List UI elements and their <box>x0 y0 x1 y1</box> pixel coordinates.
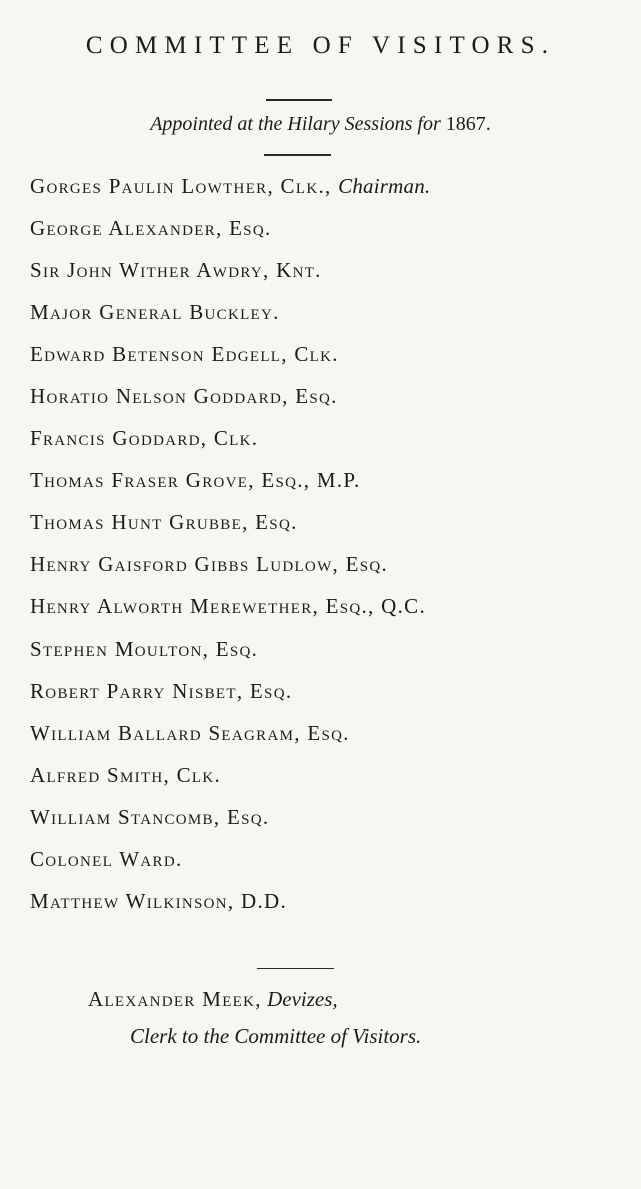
list-item <box>30 592 430 634</box>
clerk-name: Alexander Meek, <box>88 987 262 1011</box>
rule-under-appointment <box>264 154 331 156</box>
member-name: Gorges Paulin Lowther, Clk., <box>30 174 332 198</box>
member-name: George Alexander, Esq. <box>30 216 272 241</box>
list-item <box>30 719 430 761</box>
rule-under-title <box>266 99 332 101</box>
list-item <box>30 508 430 550</box>
list-item <box>30 340 430 382</box>
appointment-text: Appointed at the Hilary Sessions for <box>150 113 441 135</box>
member-name: William Stancomb, Esq. <box>30 804 270 829</box>
member-name: Colonel Ward. <box>30 846 183 871</box>
member-name: William Ballard Seagram, Esq. <box>30 720 350 745</box>
member-name: Sir John Wither Awdry, Knt. <box>30 258 322 283</box>
clerk-signature <box>88 985 338 1013</box>
visitor-list <box>30 172 430 929</box>
list-item <box>30 298 430 340</box>
member-name: Thomas Fraser Grove, Esq., M.P. <box>30 468 361 493</box>
clerk-title: Clerk to the Committee of Visitors. <box>130 1024 422 1048</box>
member-name: Henry Gaisford Gibbs Ludlow, Esq. <box>30 552 389 577</box>
member-name: Stephen Moulton, Esq. <box>30 636 259 661</box>
member-name: Robert Parry Nisbet, Esq. <box>30 678 293 703</box>
member-name: Thomas Hunt Grubbe, Esq. <box>30 510 298 535</box>
clerk-place: Devizes, <box>267 987 338 1011</box>
list-item <box>30 172 430 214</box>
list-item <box>30 803 430 845</box>
member-name: Edward Betenson Edgell, Clk. <box>30 342 339 367</box>
list-item <box>30 424 430 466</box>
list-item <box>30 635 430 677</box>
member-name: Henry Alworth Merewether, Esq., Q.C. <box>30 594 427 619</box>
list-item <box>30 887 430 929</box>
list-item <box>30 677 430 719</box>
list-item <box>30 466 430 508</box>
list-item <box>30 214 430 256</box>
list-item <box>30 550 430 592</box>
member-name: Major General Buckley. <box>30 300 280 325</box>
appointment-line <box>0 110 641 138</box>
member-role: Chairman. <box>338 174 431 198</box>
rule-above-clerk <box>257 968 334 969</box>
member-name: Francis Goddard, Clk. <box>30 426 259 451</box>
member-name: Matthew Wilkinson, D.D. <box>30 888 288 913</box>
list-item <box>30 382 430 424</box>
list-item <box>30 256 430 298</box>
appointment-year: 1867. <box>445 113 491 135</box>
page-title: COMMITTEE OF VISITORS. <box>85 32 556 59</box>
list-item <box>30 845 430 887</box>
list-item <box>30 761 430 803</box>
member-name: Horatio Nelson Goddard, Esq. <box>30 384 338 409</box>
member-name: Alfred Smith, Clk. <box>30 762 222 787</box>
